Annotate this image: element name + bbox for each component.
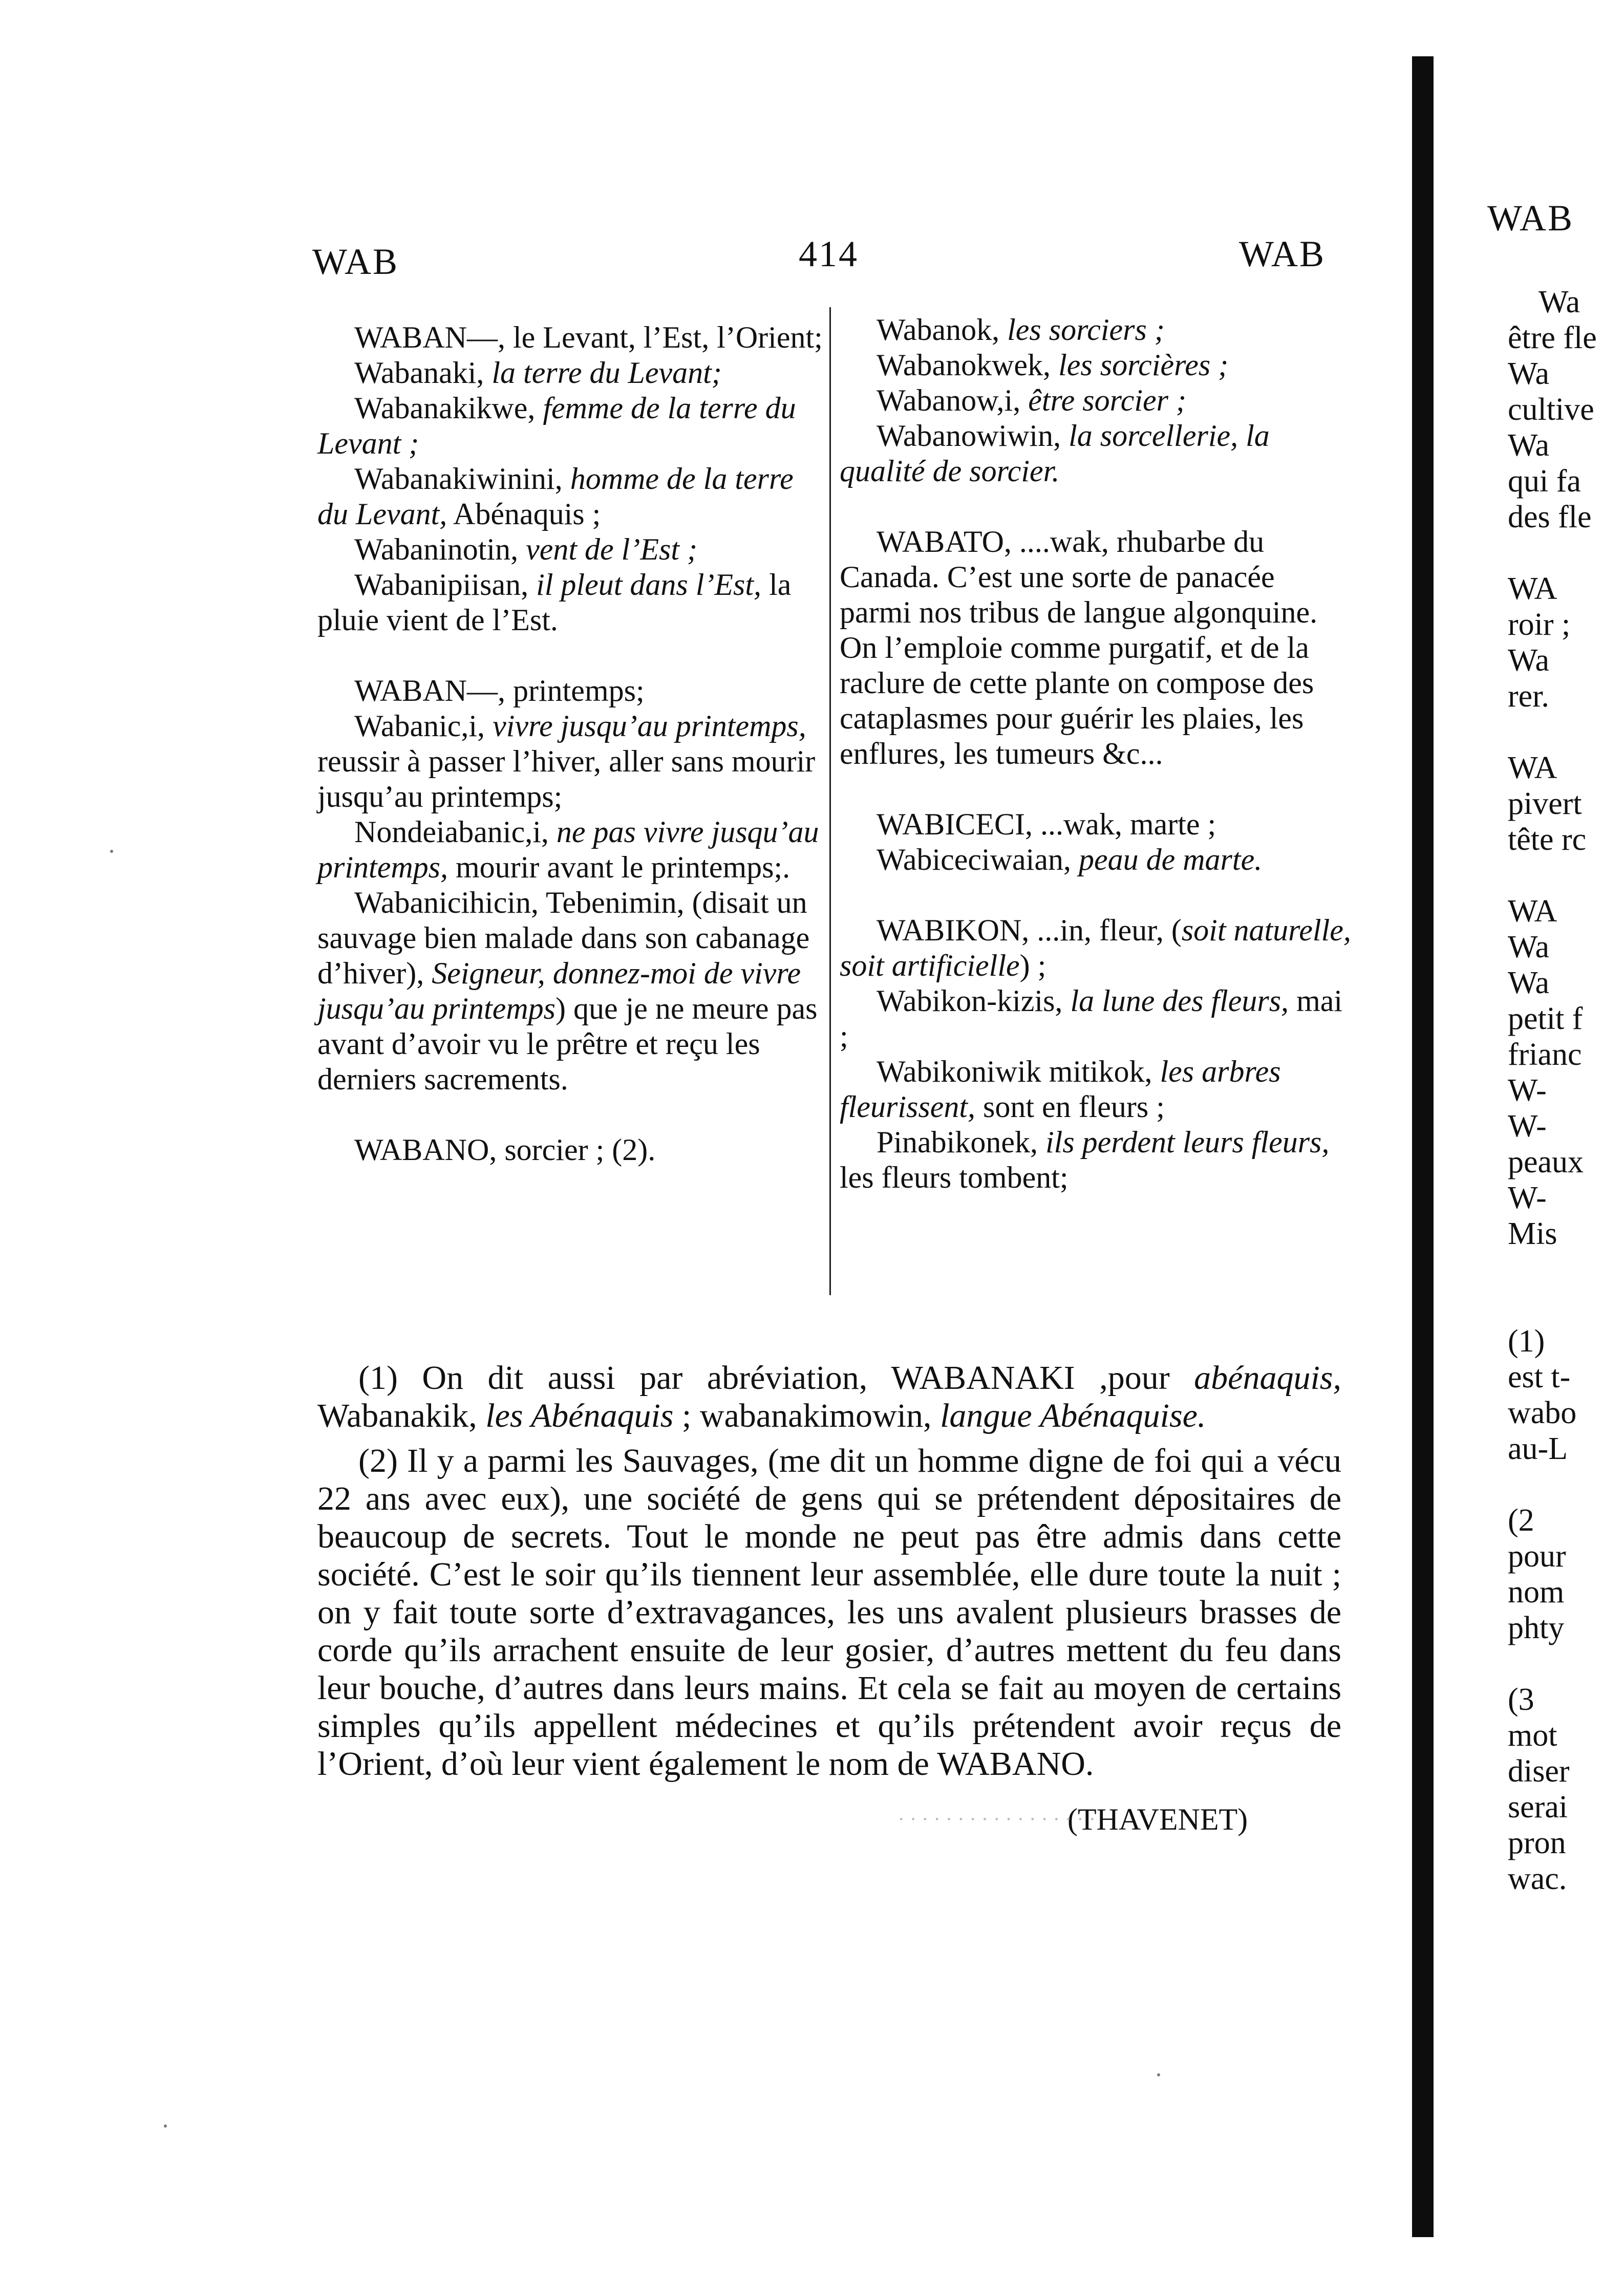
entry-text: Wabanakiwinini, — [354, 462, 570, 496]
italic-gloss: vent de l’Est ; — [526, 532, 697, 566]
next-page-line: nom — [1508, 1575, 1565, 1609]
italic-gloss: peau de marte. — [1078, 843, 1263, 876]
entry-text: Wabikoniwik mitikok, — [877, 1055, 1160, 1088]
entry-text: Abénaquis ; — [447, 497, 601, 531]
next-page-line — [1508, 1287, 1624, 1323]
dictionary-entry — [317, 885, 824, 1097]
next-page-line: Wa — [1508, 428, 1550, 463]
next-page-line — [1508, 857, 1624, 893]
entry-text: ) que je ne meure pas avant d’avoir vu le prêtre et reçu les derniers sacrements. — [317, 992, 818, 1096]
dictionary-entry — [317, 709, 824, 814]
italic-gloss: la terre du Levant; — [492, 356, 722, 390]
next-page-line — [1508, 714, 1624, 750]
left-column — [317, 320, 824, 1168]
footnote-text: (2) Il y a parmi les Sauvages, (me dit un homme digne de foi qui a vécu 22 ans avec eux), une société de gens qui se prétendent dépositaires de beaucoup de secrets. Tout le monde ne peut pas être admis dans cette société. C’est le soir qu’ils tiennent leur assemblée, elle dure toute la nuit ; on y fait toute sorte d’extravagances, les uns avalent plusieurs brasses de corde qu’ils arrachent ensuite de leur gosier, d’autres mettent du feu dans leur bouche, d’autres dans leurs mains. Et cela se fait au moyen de certains simples qu’ils appellent médecines et qu’ils prétendent avoir reçus de l’Orient, d’où leur vient également le nom de WABANO. — [317, 1442, 1341, 1783]
bleed-through-text: · · · · · · · · · · · · · · · · · — [898, 1808, 1096, 1831]
column-divider — [829, 307, 831, 1295]
entry-text: Pinabikonek, — [877, 1125, 1045, 1159]
next-page-line: pour — [1508, 1539, 1566, 1574]
entry-text: Wabikon-kizis, — [877, 984, 1071, 1018]
next-page-line: qui fa — [1508, 464, 1581, 499]
next-page-line: serai — [1508, 1790, 1568, 1825]
italic-gloss: Seigneur, donnez-moi de vivre jusqu’au printemps — [317, 956, 801, 1025]
next-page-line: tête rc — [1508, 822, 1587, 857]
entry-text: WABAN—, le Levant, l’Est, l’Orient; — [354, 320, 823, 354]
header-left: WAB — [312, 241, 399, 282]
dictionary-entry — [317, 567, 824, 638]
dictionary-entry — [840, 383, 1352, 418]
footnote-italic: les Abénaquis — [485, 1397, 674, 1434]
entry-text: Wabanow,i, — [877, 383, 1029, 417]
signature: (THAVENET) — [1067, 1802, 1248, 1836]
dictionary-entry — [317, 461, 824, 532]
italic-gloss: vivre jusqu’au printemps, — [493, 709, 806, 743]
next-page-line: est t- — [1508, 1360, 1571, 1394]
next-page-line: cultive — [1508, 392, 1594, 427]
dictionary-entry — [317, 673, 824, 709]
entry-text: WABAN—, printemps; — [354, 674, 645, 707]
dictionary-entry — [317, 391, 824, 461]
speck — [1157, 2073, 1160, 2076]
next-page-line: roir ; — [1508, 607, 1571, 642]
header-right: WAB — [1239, 233, 1326, 274]
entry-text: Wabanok, — [877, 313, 1008, 347]
dictionary-entry — [840, 418, 1352, 489]
footnote — [317, 1442, 1341, 1783]
dictionary-entry — [840, 348, 1352, 383]
next-page-line: phty — [1508, 1611, 1565, 1645]
next-page-line: être fle — [1508, 320, 1597, 355]
dictionary-entry — [840, 312, 1352, 348]
dictionary-entry — [840, 524, 1352, 771]
entry-text: sont en fleurs ; — [975, 1090, 1165, 1124]
dictionary-entry — [840, 1125, 1352, 1195]
next-page-line: frianc — [1508, 1037, 1582, 1072]
dictionary-entry — [840, 1054, 1352, 1125]
next-page-line: WA — [1508, 894, 1557, 929]
dictionary-entry — [317, 320, 824, 355]
next-page-line: des fle — [1508, 500, 1592, 534]
footnote-text: Wabanakik, — [317, 1397, 486, 1434]
italic-gloss: la lune des fleurs, — [1070, 984, 1289, 1018]
entry-text: Wabanowiwin, — [877, 419, 1069, 453]
next-page-fragment — [1451, 0, 1624, 2275]
footnote-italic: abénaquis, — [1194, 1359, 1341, 1397]
footnotes — [317, 1359, 1341, 1783]
footnote — [317, 1359, 1341, 1435]
next-page-line: Wa — [1538, 285, 1580, 319]
dictionary-entry — [317, 532, 824, 567]
footnote-italic: langue Abénaquise. — [940, 1397, 1206, 1434]
italic-gloss: les sorciers ; — [1007, 313, 1165, 347]
next-page-lines — [1508, 284, 1624, 1897]
entry-text: Nondeiabanic,i, — [354, 815, 557, 849]
dictionary-entry — [317, 355, 824, 391]
dictionary-entry — [317, 1132, 824, 1168]
entry-text: Wabanokwek, — [877, 348, 1059, 382]
next-page-line: Wa — [1508, 356, 1550, 391]
next-page-line — [1508, 1252, 1624, 1287]
italic-gloss: soit naturelle, soit artificielle — [840, 913, 1351, 982]
next-page-line: W- — [1508, 1073, 1547, 1108]
entry-text: mourir avant le printemps;. — [448, 850, 790, 884]
entry-text: Wabanaki, — [354, 356, 492, 390]
entry-text: Wabanipiisan, — [354, 568, 537, 602]
page-gutter-shadow — [1412, 56, 1434, 2237]
italic-gloss: la sorcellerie, la qualité de sorcier. — [840, 419, 1270, 488]
next-page-line: peaux — [1508, 1145, 1584, 1179]
speck — [110, 850, 113, 853]
next-page-line: pivert — [1508, 786, 1582, 821]
next-page-line — [1508, 1467, 1624, 1503]
italic-gloss: les sorcières ; — [1058, 348, 1229, 382]
next-page-line: pron — [1508, 1826, 1566, 1860]
italic-gloss: homme de la terre du Levant, — [317, 462, 794, 531]
next-page-line: Mis — [1508, 1216, 1557, 1251]
next-page-line: W- — [1508, 1109, 1547, 1144]
next-page-line: Wa — [1508, 965, 1550, 1000]
next-page-line — [1508, 1646, 1624, 1682]
italic-gloss: il pleut dans l’Est, — [536, 568, 762, 602]
entry-text: WABATO, ....wak, rhubarbe du Canada. C’est une sorte de panacée parmi nos tribus de langue algonquine. On l’emploie comme purgatif, et de la raclure de cette plante on compose des cataplasmes pour guérir les plaies, les enflures, les tumeurs &c... — [840, 525, 1318, 770]
footnote-text: ; wabanakimowin, — [673, 1397, 941, 1434]
page-number: 414 — [799, 233, 859, 274]
italic-gloss: femme de la terre du Levant ; — [317, 391, 796, 460]
entry-text: mai ; — [840, 984, 1343, 1053]
next-page-header: WAB — [1487, 198, 1574, 239]
entry-text: Wabanic,i, — [354, 709, 493, 743]
next-page-line: WA — [1508, 750, 1557, 785]
next-page-line: diser — [1508, 1754, 1570, 1789]
next-page-line: (1) — [1508, 1324, 1545, 1359]
entry-text: Wabanicihicin, Tebenimin, (disait un sauvage bien malade dans son cabanage d’hiver), — [317, 886, 810, 990]
next-page-line — [1508, 535, 1624, 571]
entry-text: Wabaninotin, — [354, 532, 526, 566]
next-page-line: wabo — [1508, 1396, 1577, 1430]
italic-gloss: ne pas vivre jusqu’au printemps, — [317, 815, 819, 884]
next-page-line: mot — [1508, 1718, 1557, 1753]
dictionary-entry — [840, 807, 1352, 842]
entry-text: les fleurs tombent; — [840, 1161, 1069, 1194]
entry-text: ) ; — [1019, 949, 1046, 982]
speck — [164, 2124, 167, 2128]
dictionary-entry — [840, 842, 1352, 877]
right-column — [840, 312, 1352, 1195]
entry-text: WABICECI, ...wak, marte ; — [877, 807, 1216, 841]
entry-text: WABIKON, ...in, fleur, ( — [877, 913, 1182, 947]
next-page-line: (3 — [1508, 1682, 1534, 1717]
entry-text: Wabanakikwe, — [354, 391, 543, 425]
dictionary-entry — [840, 913, 1352, 983]
next-page-line: rer. — [1508, 679, 1549, 714]
next-page-line: wac. — [1508, 1861, 1567, 1896]
entry-text: reussir à passer l’hiver, aller sans mourir jusqu’au printemps; — [317, 744, 816, 813]
next-page-line: au-L — [1508, 1431, 1568, 1466]
italic-gloss: les arbres fleurissent, — [840, 1055, 1281, 1124]
italic-gloss: ils perdent leurs fleurs, — [1045, 1125, 1330, 1159]
next-page-line: WA — [1508, 571, 1557, 606]
entry-text: Wabiceciwaian, — [877, 843, 1079, 876]
next-page-line: Wa — [1508, 930, 1550, 964]
next-page-line: petit f — [1508, 1001, 1583, 1036]
next-page-line: Wa — [1508, 643, 1550, 678]
dictionary-entry — [840, 983, 1352, 1054]
italic-gloss: être sorcier ; — [1028, 383, 1186, 417]
next-page-line: W- — [1508, 1181, 1547, 1215]
dictionary-entry — [317, 814, 824, 885]
entry-text: la pluie vient de l’Est. — [317, 568, 792, 637]
entry-text: WABANO, sorcier ; (2). — [354, 1133, 656, 1167]
footnote-text: (1) On dit aussi par abréviation, WABANAKI ,pour — [358, 1359, 1194, 1397]
next-page-line: (2 — [1508, 1503, 1534, 1538]
